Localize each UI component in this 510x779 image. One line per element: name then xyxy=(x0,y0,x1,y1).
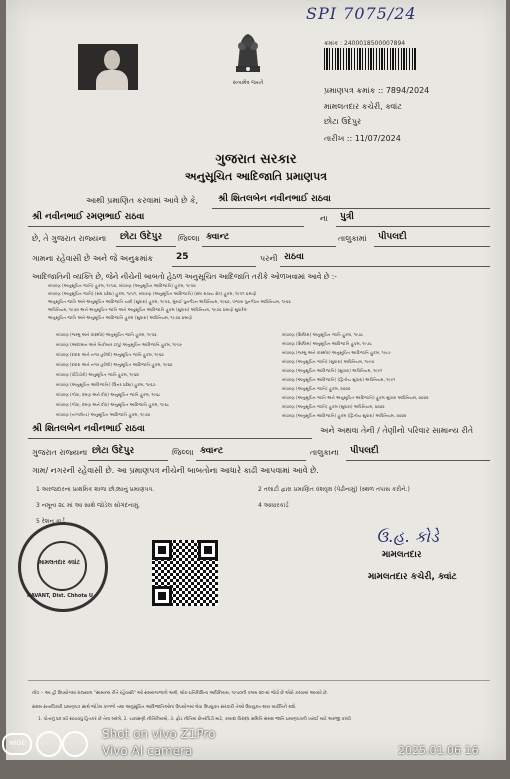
camera-watermark-date: 2025.01.06 16 xyxy=(398,744,479,757)
barcode-number: ક્રમાંક : 24000185000078​94 xyxy=(324,40,406,47)
handwritten-reference: SPI 7075/24 xyxy=(306,4,417,23)
barcode xyxy=(324,48,416,70)
camera-watermark-model: Shot on vivo Z1Pro xyxy=(102,727,216,741)
footnote-1: નોંધ :- આ હી ઉપયોગમાં રાજ્યના "સામાન્ય રીતે રહેવાસી" ઓ સમયગાળાનો અર્થ, લોક-પ્રતિનિધિત્વ અધિનિયમ, ૧૯૫૦ની કલમ ૨૦-માં જેવો છે એવો કરવામાં આવ્યો છે. xyxy=(32,691,328,696)
camera-ring-icon-2 xyxy=(62,731,88,757)
government-title: ગુજરાત સરકાર xyxy=(215,152,297,167)
caste-value: રાઠવા xyxy=(284,252,304,262)
taluka-label: તાલુકામાં xyxy=(338,234,367,243)
signatory-office: મામલતદાર કચેરી, ક્વાંટ xyxy=(368,572,457,582)
district-label-2: જિલ્લા xyxy=(172,448,194,457)
camera-watermark-ai: Vivo AI camera xyxy=(102,744,193,758)
taluka-value: ક્વાન્ટ xyxy=(206,232,230,242)
family-text: અને અથવા તેની / તેણીનો પરિવાર સામાન્ય રીતે xyxy=(320,426,474,435)
taluka-value-2: ક્વાન્ટ xyxy=(200,446,224,456)
issuing-office: મામલતદાર કચેરી, ક્વાંટ xyxy=(324,102,402,111)
district-value: છોટા ઉદેપુર xyxy=(120,232,163,242)
district-value-2: છોટા ઉદેપુર xyxy=(92,446,135,456)
parent-name: શ્રી નવીનભાઈ રમણભાઈ રાઠવા xyxy=(32,212,145,222)
village-value-2: પીપલદી xyxy=(350,446,379,456)
camera-wide-logo: WIDE xyxy=(2,733,32,755)
signatory-title: મામલતદાર xyxy=(382,550,422,560)
signature: ઉ.હ. કોડે xyxy=(376,527,439,546)
applicant-name: શ્રી શિતલબેન નવીનભાઈ રાઠવા xyxy=(218,194,331,204)
relation-value: પુત્રી xyxy=(340,212,354,222)
resident-name: શ્રી શિતલબેન નવીનભાઈ રાઠવા xyxy=(32,424,145,434)
serial-prefix: ગામના રહેવાસી છે અને જે અનુક્રમાંક xyxy=(32,254,154,263)
serial-number: 25 xyxy=(176,252,189,262)
state-prefix: છે, તે ગુજરાત રાજ્યના xyxy=(32,234,107,243)
applicant-photo xyxy=(78,44,138,90)
taluka-label-2: તાલુકાના xyxy=(310,448,339,457)
official-seal: મામલતદાર ક્વાંટ KAVANT, Dist. Chhota U xyxy=(18,522,108,612)
emblem-caption: સત્યમેવ જયતે xyxy=(232,80,264,86)
issuing-district: છોટા ઉદેપુર xyxy=(324,117,362,126)
footnote-2: સક્ષમ સત્તાધિકારી પ્રમાણપત્ર સાથે જોડેલ કાગળો તથા અનુસૂચિત આદિજાતિઓના ઉપયોગમાં લેવા ઉપયુક્ત સરકારી તેઓ ઉપયુક્ત થાય વ્યક્તિને થશે. xyxy=(32,705,297,710)
issue-date: તારીખ :: 11/07/2024 xyxy=(324,134,401,143)
intro-text: આથી પ્રમાણિત કરવામાં આવે છે કે, xyxy=(86,196,199,205)
caste-label: પરની xyxy=(260,254,278,263)
qr-code xyxy=(152,540,218,606)
village-value: પીપલદી xyxy=(378,232,407,242)
photo-bottom-edge xyxy=(0,760,510,779)
footnote-3: 1. પોતાનું ૬૦ વર્ષ સાચવવું હિતકર છે તેના બદલે, 2. ચકાસણી નીતિનિયમો, 3. ફ્રોડ નીતિમાં છેતરપિંડી માટે, કાયદા વિરુદ્ધ સમિતિ સમક્ષ જાતિ પ્રમાણપત્રની ખરાઈ માટે અરજી કરવી xyxy=(38,717,351,722)
relation-label: ના xyxy=(320,214,328,223)
national-emblem-icon xyxy=(228,28,268,78)
basis-intro: ગામ/ નગરની રહેવાસી છે. આ પ્રમાણપત્ર નીચેની બાબતોના આધારે કાઢી આપવામાં આવે છે. xyxy=(32,466,319,475)
state-prefix-2: ગુજરાત રાજ્યના xyxy=(32,448,88,457)
camera-ring-icon xyxy=(36,731,62,757)
certificate-number: પ્રમાણપત્ર ક્રમાંક :: 7894/2024 xyxy=(324,86,430,95)
certificate-title: અનુસૂચિત આદિજાતિ પ્રમાણપત્ર xyxy=(184,170,328,183)
certificate-paper: SPI 7075/24 સત્યમેવ જયતે ક્રમાંક : 24000185000078​94 પ્રમાણપત્ર ક્રમાંક :: 7894/2024 મામલતદાર કચેરી, ક્વાંટ છોટા ઉદેપુર તારીખ :: 11/07/2024 ગુજરાત સરકાર અનુસૂચિત આદિજાતિ પ્રમાણપત્ર આથી પ્રમાણિત કરવામાં આવે છે કે, શ્રી શિતલબેન નવીનભાઈ રાઠવા શ્રી નવીનભાઈ રમણભાઈ રાઠવા ના પુત્રી છે, તે ગુજરાત રાજ્યના છોટા ઉદેપુર જિલ્લા ક્વાન્ટ તાલુકામાં પીપલદી ગામના રહેવાસી છે અને જે અનુક્રમાંક 25 પરની રાઠવા આદિજાતિની વ્યક્તિ છે, જેને નીચેની બાબતો હેઠળ અનુસૂચિત આદિજાતિ તરીકે ઓળખવામાં આવે છે :- બંધારણ (અનુસૂચિત જાતિ) હુકમ, ૧૯૫૦, બંધારણ (અનુસૂચિત આદિજાતિ) હુકમ, ૧૯૫૦ બંધારણ (અનુસૂચિત જાતિ) (સંઘ પ્રદેશ) હુકમ, ૧૯૫૧, બંધારણ (અનુસૂચિત આદિજાતિ) (સંઘ રાજ્ય ક્ષેત્ર) હુકમ, ૧૯૫૧ પ્રમાણે અનુસૂચિત જાતિ અને અનુસૂચિત આદિજાતિ યાદી (સુધારા) હુકમ, ૧૯૫૬, મુંબઈ પુનર્ગઠન અધિનિયમ, ૧૯૬૦, પંજાબ પુનર્ગઠન અધિનિયમ, ૧૯૬૬ અધિનિયમ, ૧૯૭૦ અને અનુસૂચિત જાતિ અને અનુસૂચિત આદિજાતિ હુકમ (સુધારા) અધિનિયમ, ૧૯૭૬ પ્રમાણે સુધારેલ અનુસૂચિત જાતિ અને અનુસૂચિત આદિજાતિ હુકમ (સુધારા) અધિનિયમ, ૧૯૭૬ પ્રમાણે બંધારણ (જમ્મુ અને કાશ્મીર) અનુસૂચિત જાતિ હુકમ, ૧૯૫૬ બંધારણ (આંદામાન અને નિકોબાર ટાપુ) અનુસૂચિત આદિજાતિ હુકમ, ૧૯૫૯ બંધારણ (દાદરા અને નગર હવેલી) અનુસૂચિત જાતિ હુકમ, ૧૯૬૨ બંધારણ (દાદરા અને નગર હવેલી) અનુસૂચિત આદિજાતિ હુકમ, ૧૯૬૨ બંધારણ (પોંડિચેરી) અનુસૂચિત જાતિ હુકમ, ૧૯૬૪ બંધારણ (અનુસૂચિત આદિજાતિ) (ઉત્તર પ્રદેશ) હુકમ, ૧૯૬૭ બંધારણ (ગોવા, દમણ અને દીવ) અનુસૂચિત જાતિ હુકમ, ૧૯૬૮ બંધારણ (ગોવા, દમણ અને દીવ) અનુસૂચિત આદિજાતિ હુકમ, ૧૯૬૮ બંધારણ (નાગાલેન્ડ) અનુસૂચિત આદિજાતિ હુકમ, ૧૯૭૦ બંધારણ (સિક્કિમ) અનુસૂચિત જાતિ હુકમ, ૧૯૭૮ બંધારણ (સિક્કિમ) અનુસૂચિત આદિજાતિ હુકમ, ૧૯૭૮ બંધારણ (જમ્મુ અને કાશ્મીર) અનુસૂચિત આદિજાતિ હુકમ, ૧૯૮૯ બંધારણ (અનુસૂચિત જાતિ) (સુધારા) અધિનિયમ, ૧૯૯૦ બંધારણ (અનુસૂચિત આદિજાતિ) (સુધારા) અધિનિયમ, ૧૯૯૧ બંધારણ (અનુસૂચિત આદિજાતિ) (દ્વિતીય સુધારા) અધિનિયમ, ૧૯૯૧ બંધારણ (અનુસૂચિત જાતિ) હુકમ, ૨૦૦૨ બંધારણ (અનુસૂચિત જાતિ અને અનુસૂચિત આદિજાતિ) હુકમ સુધારા અધિનિયમ, ૨૦૦૨ બંધારણ (અનુસૂચિત જાતિ) હુકમ (સુધારા) અધિનિયમ, ૨૦૦૨ બંધારણ (અનુસૂચિત આદિજાતિ) હુકમ (દ્વિતીય સુધારા) અધિનિયમ, ૨૦૦૨ શ્રી શિતલબેન નવીનભાઈ રાઠવા અને અથવા તેની / તેણીનો પરિવાર સામાન્ય રીતે ગુજરાત રાજ્યના છોટા ઉદેપુર જિલ્લા ક્વાન્ટ તાલુકાના પીપલદી ગામ/ નગરની રહેવાસી છે. આ પ્રમાણપત્ર નીચેની બાબતોના આધારે કાઢી આપવામાં આવે છે. 1 અરજદારના પ્રાથમિક શાળા છોડ્યાનું પ્રમાણપત્ર. 2 તલાટી દ્વારા પ્રમાણિત વંશવૃક્ષ (પેઢીનામું) (સ્થળ તપાસ કરીને.) 3 નમૂના ૨૮ માં આ સાથે જોડેલ સોગંદનામું. 4 આધારકાર્ડ 5 રેશન કાર્ડ મામલતદાર ક્વાંટ KAVANT, Dist. Chhota U ઉ.હ. કોડે મામલતદાર મામલતદાર કચેરી, ક્વાંટ નોંધ :- આ હી ઉપયોગમાં રાજ્યના "સામાન્ય રીતે રહેવાસી" ઓ સમયગાળાનો અર્થ, લોક-પ્રતિનિધિત્વ અધિનિયમ, ૧૯૫૦ની કલમ ૨૦-માં જેવો છે એવો કરવામાં આવ્યો છે. સક્ષમ સત્તાધિકારી પ્રમાણપત્ર સાથે જોડેલ કાગળો તથા અનુસૂચિત આદિજાતિઓના ઉપયોગમાં લેવા ઉપયુક્ત સરકારી તેઓ ઉપયુક્ત થાય વ્યક્તિને થશે. 1. પોતાનું ૬૦ વર્ષ સાચવવું હિતકર છે તેના બદલે, 2. ચકાસણી નીતિનિયમો, 3. ફ્રોડ નીતિમાં છેતરપિંડી માટે, કાયદા વિરુદ્ધ સમિતિ સમક્ષ જાતિ પ્રમાણપત્રની ખરાઈ માટે અરજી કરવી xyxy=(6,0,506,760)
schedule-intro: આદિજાતિની વ્યક્તિ છે, જેને નીચેની બાબતો હેઠળ અનુસૂચિત આદિજાતિ તરીકે ઓળખવામાં આવે છે :- xyxy=(32,272,337,281)
district-label: જિલ્લા xyxy=(178,234,200,243)
